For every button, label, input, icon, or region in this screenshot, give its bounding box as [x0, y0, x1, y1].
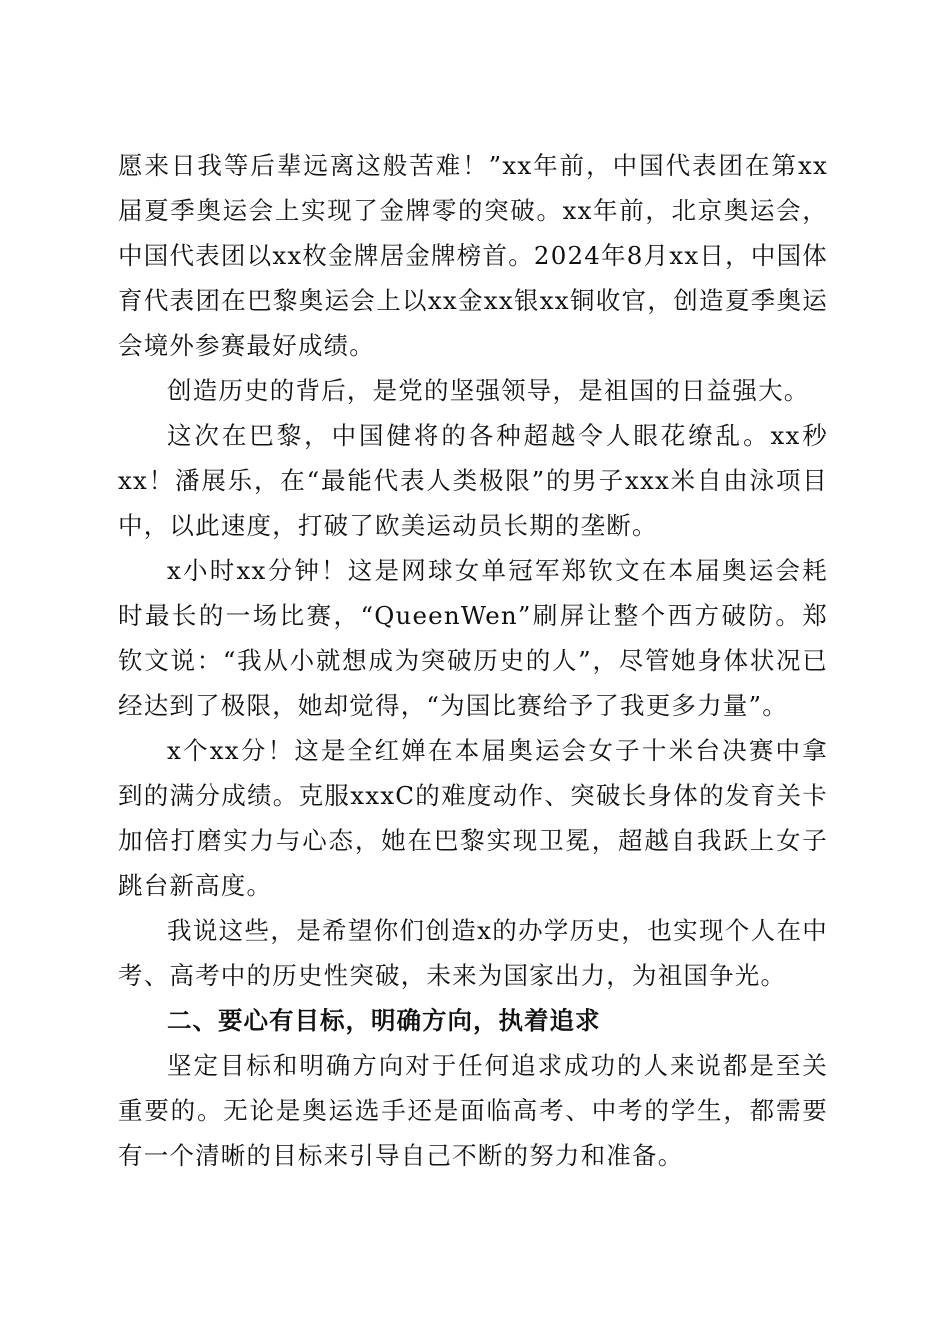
- paragraph-party-leadership: 创造历史的背后，是党的坚强领导，是祖国的日益强大。: [167, 376, 810, 405]
- document-body: [118, 143, 828, 1178]
- paragraph-students-hope: 我说这些，是希望你们创造x的办学历史，也实现个人在中考、高考中的历史性突破，未来为国家出力，为祖国争光。: [118, 916, 828, 990]
- paragraph-pan-zhanle: 这次在巴黎，中国健将的各种超越令人眼花缭乱。xx秒xx！潘展乐，在“最能代表人类极限”的男子xxx米自由泳项目中，以此速度，打破了欧美运动员长期的垄断。: [118, 421, 828, 540]
- paragraph-olympic-history: 愿来日我等后辈远离这般苦难！”xx年前，中国代表团在第xx届夏季奥运会上实现了金牌零的突破。xx年前，北京奥运会，中国代表团以xx枚金牌居金牌榜首。2024年8月xx日，中国体育代表团在巴黎奥运会上以xx金xx银xx铜收官，创造夏季奥运会境外参赛最好成绩。: [118, 151, 828, 360]
- section-heading: 二、要心有目标，明确方向，执着追求: [167, 1006, 601, 1035]
- paragraph-quan-hongchan: x个xx分！这是全红婵在本届奥运会女子十米台决赛中拿到的满分成绩。克服xxxC的难度动作、突破长身体的发育关卡加倍打磨实力与心态，她在巴黎实现卫冕，超越自我跃上女子跳台新高度。: [118, 736, 828, 900]
- paragraph-goals: 坚定目标和明确方向对于任何追求成功的人来说都是至关重要的。无论是奥运选手还是面临高考、中考的学生，都需要有一个清晰的目标来引导自己不断的努力和准备。: [118, 1051, 828, 1170]
- paragraph-zheng-qinwen: x小时xx分钟！这是网球女单冠军郑钦文在本届奥运会耗时最长的一场比赛，“QueenWen”刷屏让整个西方破防。郑钦文说：“我从小就想成为突破历史的人”，尽管她身体状况已经达到了极限，她却觉得，“为国比赛给予了我更多力量”。: [118, 556, 828, 720]
